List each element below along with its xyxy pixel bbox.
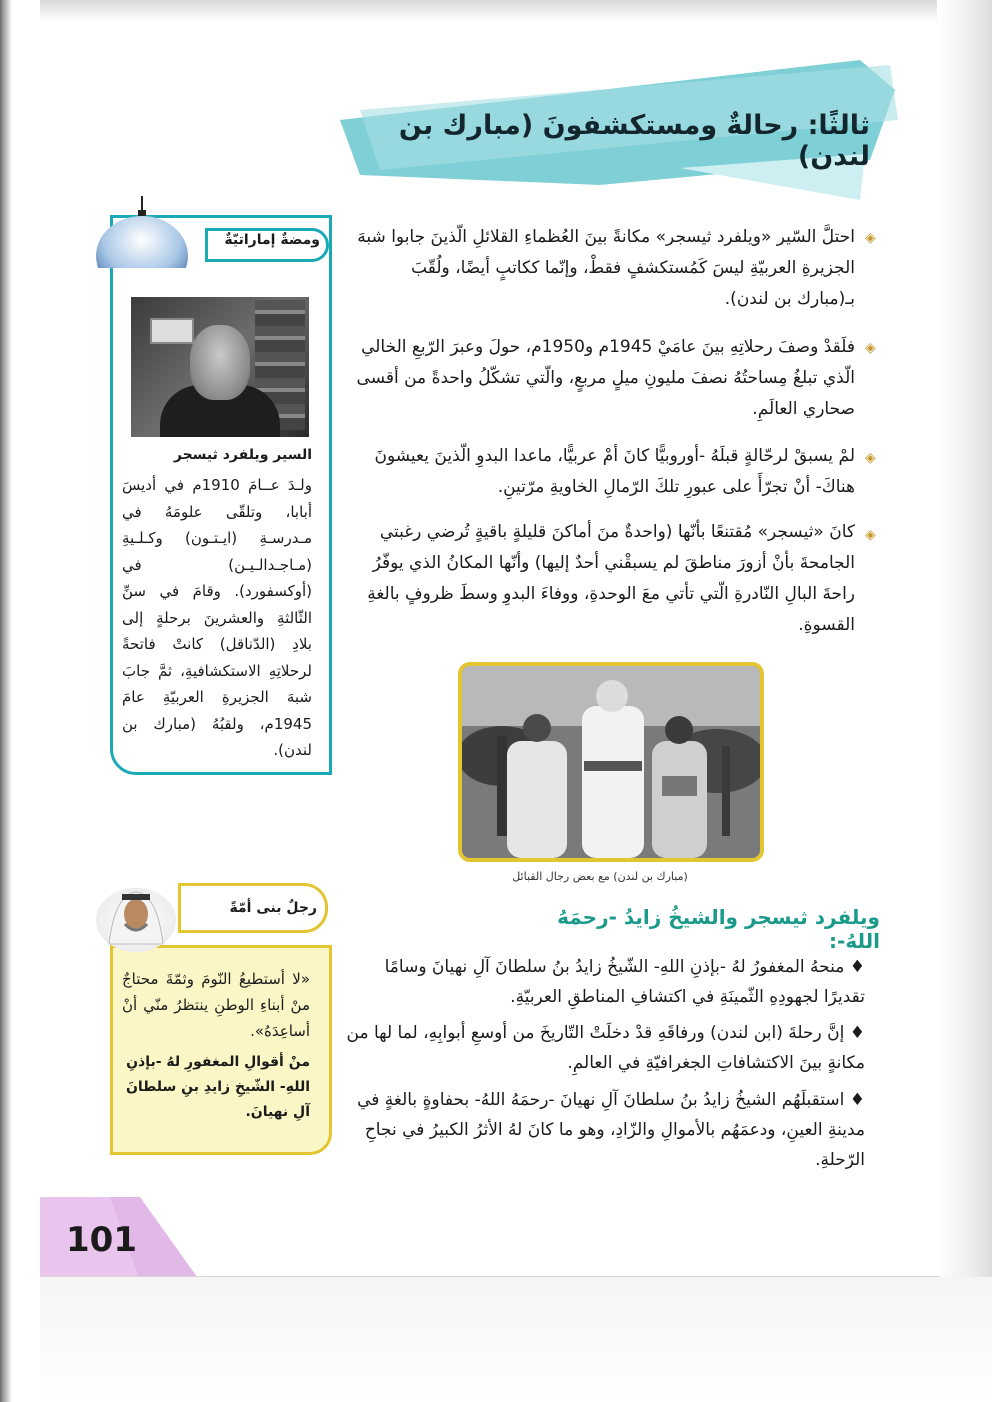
portrait-wall-frame [150, 318, 194, 344]
bullet-text: منحهُ المغفورُ لهُ -بإذنِ اللهِ- الشّيخُ زايدُ بنُ سلطانَ آلِ نهيانَ وسامًا تقديرًا لجهودِهِ الثّمينَةِ في اكتشافِ المناطقِ العربيّةِ. [384, 957, 865, 1007]
card-person-name: السير ويلفرد ثيسجر [173, 447, 312, 463]
page-footer-divider [40, 1276, 940, 1277]
lamp-icon [96, 196, 188, 268]
bullet-diamond-icon: ♦ [844, 957, 865, 977]
page-binding-shadow [0, 0, 40, 1402]
paragraph-1: احتلَّ السّير «ويلفرد ثيسجر» مكانةً بينَ العُظماءِ القلائلِ الّذينَ جابوا شبهَ الجزيرةِ العربيّةِ ليسَ كَمُستكشفٍ فقطْ، وإنّما ككاتبٍ أيضًا، ولُقّبَ بـ(مبارك بن لندن). [357, 227, 855, 309]
diamond-bullet-icon: ◈ [865, 450, 876, 466]
section-bullet-3 [340, 1085, 865, 1175]
quote-card-tab-label: رجلٌ بنى أمّةً [229, 900, 317, 916]
sheikh-portrait [95, 880, 177, 952]
page-number: 101 [66, 1220, 137, 1260]
photo-caption: (مبارك بن لندن) مع بعض رجال القبائل [512, 870, 688, 883]
page-title: ثالثًا: رحالةٌ ومستكشفونَ (مبارك بن لندن) [398, 110, 870, 172]
bullet-text: استقبلَهُم الشيخُ زايدُ بنُ سلطانَ آلِ نهيانَ -رحمَهُ اللهُ- بحفاوةٍ بالغةٍ في مدينةِ العينِ، ودعمَهُم بالأموالِ والزّادِ، وهو ما كانَ لهُ الأثرُ الكبيرُ في نجاحِ الرّحلةِ. [357, 1090, 865, 1170]
section-bullet-2 [340, 1018, 865, 1078]
quote-text: «لا أستطيعُ النّومَ وثمّةَ محتاجٌ منْ أبناءِ الوطنِ ينتظرُ منّي أنْ أساعِدَهُ». [122, 970, 310, 1040]
tribesmen-photo [458, 662, 764, 862]
paragraph-4: كانَ «ثيسجر» مُقتنعًا بأنّها (واحدةٌ منَ أماكنَ قليلةٍ باقيةٍ تُرضي رغبتي الجامحةَ بأنْ أزورَ مناطقَ لم يسبقْني أحدٌ إليها) وأنّها المكانُ الذي يوفّرُ راحةَ البالِ النّادرةِ الّتي تأتي معَ الوحدةِ، ووفاءَ البدوِ وسطَ ظروفٍ بالغةِ القسوةِ. [367, 522, 855, 635]
page-footer-area [40, 1277, 992, 1402]
card-biography: ولـدَ عــامَ 1910م في أديسَ أبابا، وتلقّى علومَهُ في مـدرسـةِ (ايـتـون) وكـلـيةِ (مـاجـدالـيـن) في (أوكسفورد). وقامَ في سنِّ الثّالثةِ والعشرينَ برحلةٍ إلى بلادِ (الدّناقل) كانتْ فاتحةً لرحلاتِهِ الاستكشافيةِ، ثمَّ جابَ شبهَ الجزيرةِ العربيّةِ عامَ 1945م، ولقبُهُ (مبارك بن لندن). [122, 476, 312, 759]
diamond-bullet-icon: ◈ [865, 527, 876, 543]
paragraph-3: لمْ يسبقْ لرحّالةٍ قبلَهُ -أوروبيًّا كانَ أمْ عربيًّا، ماعدا البدوِ الّذينَ يعيشونَ هناكَ- أنْ تجرّأَ على عبورِ تلكَ الرّمالِ الخاويةِ مرّتينِ. [374, 446, 855, 497]
section-bullet-1 [340, 952, 865, 1012]
bullet-diamond-icon: ♦ [844, 1090, 865, 1110]
diamond-bullet-icon: ◈ [865, 230, 876, 246]
diamond-bullet-icon: ◈ [865, 340, 876, 356]
paragraph-2: فلَقدْ وصفَ رحلاتِهِ بينَ عامَيْ 1945م و1950م، حولَ وعبرَ الرّبعِ الخالي الّذي تبلغُ مِساحتُهُ نصفَ مليونِ ميلٍ مربعٍ، والّتي تشكّلُ واحدةً من أقسى صحاري العالَمِ. [356, 337, 855, 419]
section-heading: ويلفرد ثيسجر والشيخُ زايدُ -رحمَهُ اللهُ-: [557, 905, 880, 953]
bullet-diamond-icon: ♦ [844, 1023, 865, 1043]
page-top-shadow [0, 0, 992, 22]
bullet-text: إنَّ رحلةَ (ابن لندن) ورفاقَهِ قدْ دخلَتْ التّاريخَ من أوسعِ أبوابِهِ، لما لها من مكانةٍ بينَ الاكتشافاتِ الجغرافيّةِ في العالمِ. [346, 1023, 865, 1073]
card-tab-label: ومضةٌ إماراتيّةٌ [224, 232, 320, 248]
page-edge-shadow [937, 0, 992, 1402]
portrait-face [190, 325, 250, 400]
quote-source: منْ أقوالِ المغفورِ لهُ -بإذنِ اللهِ- الشّيخِ زايدِ بنِ سلطانَ آلِ نهيانَ. [125, 1054, 310, 1120]
